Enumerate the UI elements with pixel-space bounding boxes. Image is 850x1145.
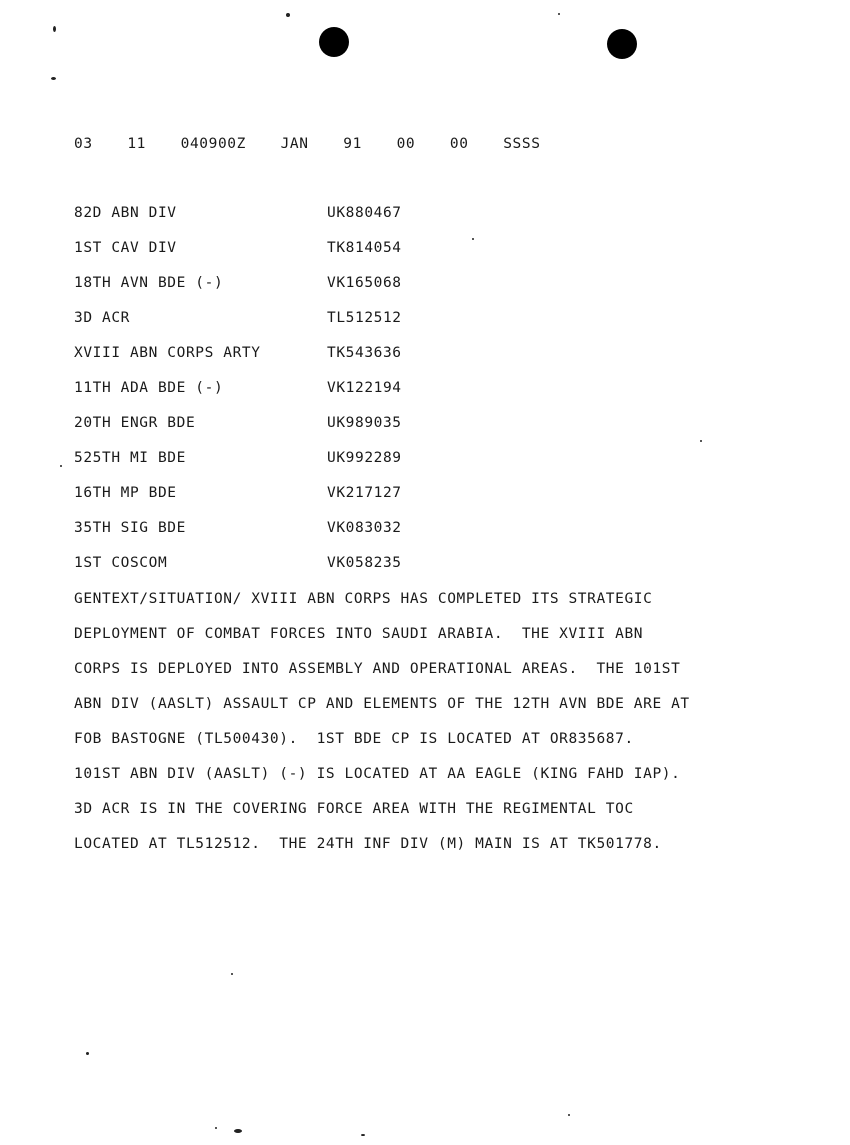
gentext-line: ABN DIV (AASLT) ASSAULT CP AND ELEMENTS OF THE 12TH AVN BDE ARE AT — [74, 696, 690, 712]
gentext-line: FOB BASTOGNE (TL500430). 1ST BDE CP IS LOCATED AT OR835687. — [74, 731, 634, 747]
scan-speck — [558, 13, 560, 15]
scan-speck — [234, 1129, 242, 1133]
unit-grid-reference: UK992289 — [327, 450, 402, 466]
scan-speck — [60, 465, 62, 467]
unit-grid-reference: UK989035 — [327, 415, 402, 431]
unit-grid-reference: VK058235 — [327, 555, 402, 571]
scan-speck — [700, 440, 702, 442]
unit-name: XVIII ABN CORPS ARTY — [74, 345, 261, 361]
unit-name: 525TH MI BDE — [74, 450, 186, 466]
gentext-line: 3D ACR IS IN THE COVERING FORCE AREA WITH THE REGIMENTAL TOC — [74, 801, 634, 817]
gentext-line: 101ST ABN DIV (AASLT) (-) IS LOCATED AT AA EAGLE (KING FAHD IAP). — [74, 766, 681, 782]
scan-speck — [568, 1114, 570, 1116]
scan-speck — [231, 973, 233, 975]
gentext-line: GENTEXT/SITUATION/ XVIII ABN CORPS HAS COMPLETED ITS STRATEGIC — [74, 591, 653, 607]
unit-name: 1ST COSCOM — [74, 555, 168, 571]
gentext-line: DEPLOYMENT OF COMBAT FORCES INTO SAUDI ARABIA. THE XVIII ABN — [74, 626, 644, 642]
unit-name: 35TH SIG BDE — [74, 520, 186, 536]
unit-grid-reference: TK814054 — [327, 240, 402, 256]
scan-speck — [51, 77, 56, 80]
gentext-line: CORPS IS DEPLOYED INTO ASSEMBLY AND OPERATIONAL AREAS. THE 101ST — [74, 661, 681, 677]
scan-speck — [472, 238, 474, 240]
unit-name: 82D ABN DIV — [74, 205, 177, 221]
unit-name: 18TH AVN BDE (-) — [74, 275, 224, 291]
unit-name: 3D ACR — [74, 310, 130, 326]
gentext-line: LOCATED AT TL512512. THE 24TH INF DIV (M) MAIN IS AT TK501778. — [74, 836, 662, 852]
unit-name: 20TH ENGR BDE — [74, 415, 196, 431]
scan-speck — [286, 13, 290, 17]
unit-grid-reference: TK543636 — [327, 345, 402, 361]
punch-hole-right — [607, 29, 637, 59]
unit-grid-reference: VK165068 — [327, 275, 402, 291]
unit-grid-reference: VK217127 — [327, 485, 402, 501]
unit-grid-reference: VK122194 — [327, 380, 402, 396]
scan-speck — [361, 1134, 365, 1136]
unit-grid-reference: VK083032 — [327, 520, 402, 536]
unit-grid-reference: TL512512 — [327, 310, 402, 326]
message-dtg-line: 03 11 040900Z JAN 91 00 00 SSSS — [74, 136, 541, 152]
unit-name: 1ST CAV DIV — [74, 240, 177, 256]
unit-grid-reference: UK880467 — [327, 205, 402, 221]
scan-speck — [53, 26, 56, 32]
scan-speck — [215, 1127, 217, 1129]
unit-name: 16TH MP BDE — [74, 485, 177, 501]
punch-hole-left — [319, 27, 349, 57]
unit-name: 11TH ADA BDE (-) — [74, 380, 224, 396]
scan-speck — [86, 1052, 89, 1055]
